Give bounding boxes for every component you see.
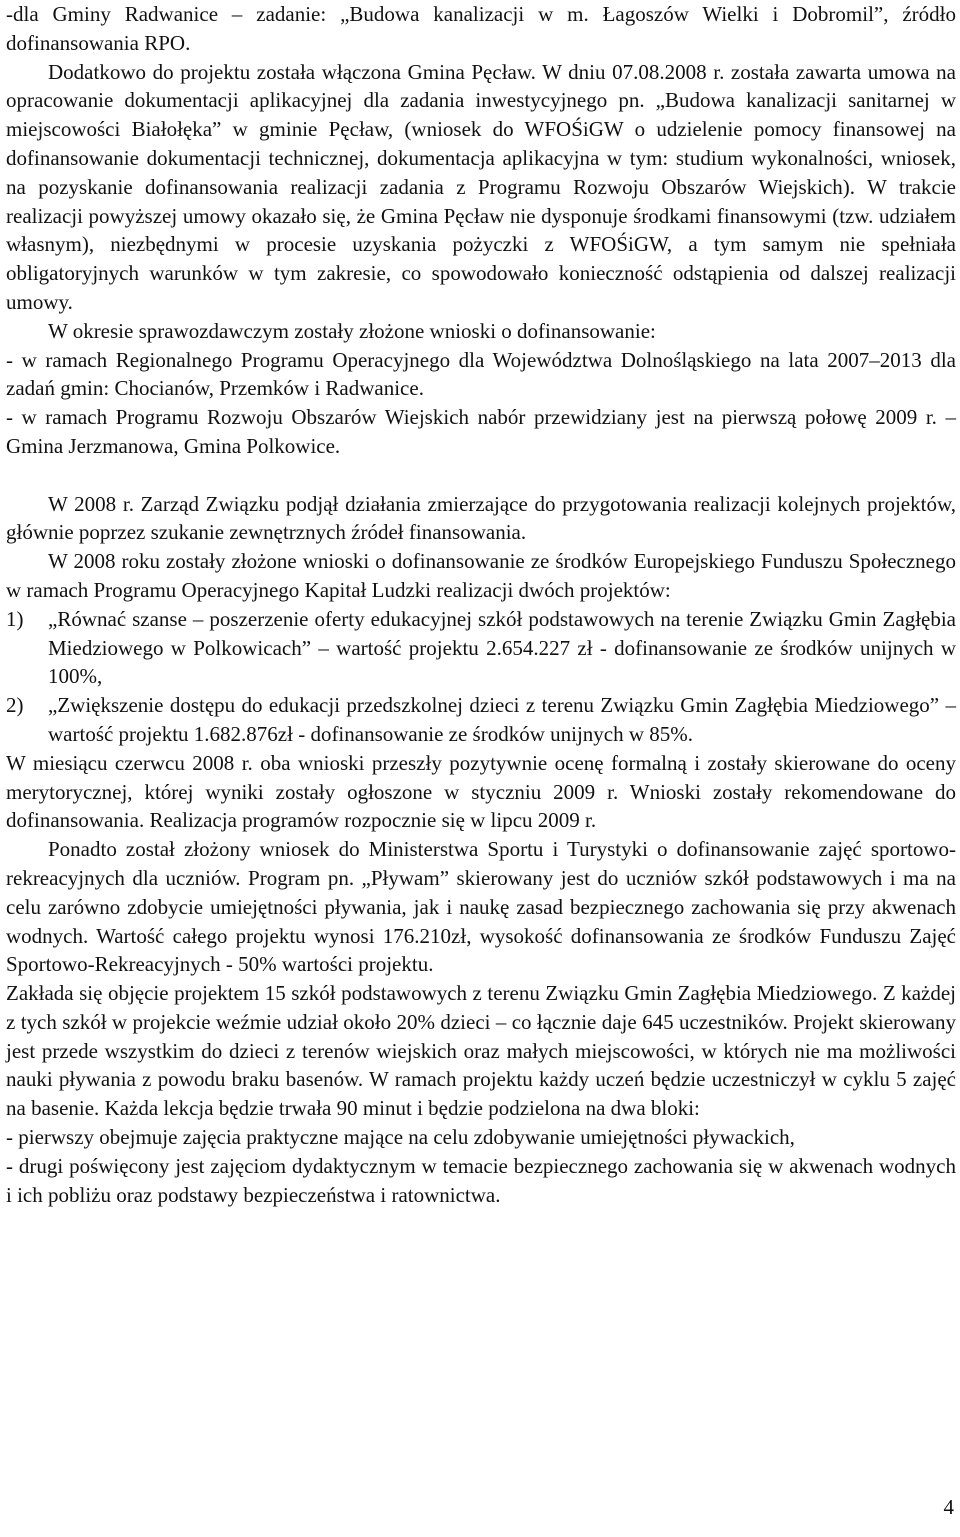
page-number: 4: [943, 1495, 954, 1519]
paragraph-block-first: - pierwszy obejmuje zajęcia praktyczne mające na celu zdobywanie umiejętności pływackich,: [6, 1125, 795, 1150]
paragraph-rpo-item: - w ramach Regionalnego Programu Operacyjnego dla Województwa Dolnośląskiego na lata 2007–2013 dla zadań gmin: Chocianów, Przemków i Radwanice.: [6, 347, 956, 401]
list-item: [6, 691, 956, 749]
list-item-number: 1): [6, 606, 24, 631]
paragraph-2008-board: W 2008 r. Zarząd Związku podjął działania zmierzające do przygotowania realizacji kolejnych projektów, głównie poprzez szukanie zewnętrznych źródeł finansowania.: [6, 491, 956, 545]
list-item-text: „Zwiększenie dostępu do edukacji przedszkolnej dzieci z terenu Związku Gmin Zagłębia Miedziowego” – wartość projektu 1.682.876zł - dofinansowanie ze środków unijnych w 85%.: [48, 693, 956, 746]
paragraph-applications-intro: W okresie sprawozdawczym zostały złożone wnioski o dofinansowanie:: [48, 318, 656, 343]
paragraph-plywam: Ponadto został złożony wniosek do Ministerstwa Sportu i Turystyki o dofinansowanie zajęć sportowo-rekreacyjnych dla uczniów. Program pn. „Pływam” skierowany jest do uczniów szkół podstawowych i ma na celu zarówno zdobycie umiejętności pływania, jak i naukę zasad bezpiecznego zachowania się przy akwenach wodnych. Wartość całego projektu wynosi 176.210zł, wysokość dofinansowania ze środków Funduszu Zajęć Sportowo-Rekreacyjnych - 50% wartości projektu.: [6, 837, 956, 977]
paragraph-evaluation: W miesiącu czerwcu 2008 r. oba wnioski przeszły pozytywnie ocenę formalną i zostały skierowane do oceny merytorycznej, której wyniki zostały ogłoszone w styczniu 2009 r. Wnioski zostały rekomendowane do dofinansowania. Realizacja programów rozpocznie się w lipcu 2009 r.: [6, 750, 956, 833]
paragraph-block-second: - drugi poświęcony jest zajęciom dydaktycznym w temacie bezpiecznego zachowania się w akwenach wodnych i ich pobliżu oraz podstawy bezpieczeństwa i ratownictwa.: [6, 1153, 956, 1207]
list-item-text: „Równać szanse – poszerzenie oferty edukacyjnej szkół podstawowych na terenie Związku Gmin Zagłębia Miedziowego w Polkowicach” – wartość projektu 2.654.227 zł - dofinansowanie ze środków unijnych w 100%,: [48, 606, 956, 689]
paragraph-peclaw: Dodatkowo do projektu została włączona Gmina Pęcław. W dniu 07.08.2008 r. została zawarta umowa na opracowanie dokumentacji aplikacyjnej dla zadania inwestycyjnego pn. „Budowa kanalizacji sanitarnej w miejscowości Białołęka” w gminie Pęcław, (wniosek do WFOŚiGW o udzielenie pomocy finansowej na dofinansowanie dokumentacji technicznej, dokumentacja aplikacyjna w tym: studium wykonalności, wniosek, na pozyskanie dofinansowania realizacji zadania z Programu Rozwoju Obszarów Wiejskich). W trakcie realizacji powyższej umowy okazało się, że Gmina Pęcław nie dysponuje środkami finansowymi (tzw. udziałem własnym), niezbędnymi w procesie uzyskania pożyczki z WFOŚiGW, a tym samym nie spełniała obligatoryjnych warunków w tym zakresie, co spowodowało konieczność odstąpienia od dalszej realizacji umowy.: [6, 59, 956, 314]
paragraph-efs: W 2008 roku zostały złożone wnioski o dofinansowanie ze środków Europejskiego Funduszu Społecznego w ramach Programu Operacyjnego Kapitał Ludzki realizacji dwóch projektów:: [6, 549, 956, 602]
paragraph-radwanice: -dla Gminy Radwanice – zadanie: „Budowa kanalizacji w m. Łagoszów Wielki i Dobromil”, źródło dofinansowania RPO.: [6, 2, 956, 55]
list-item: [6, 605, 956, 691]
paragraph-prow-item: - w ramach Programu Rozwoju Obszarów Wiejskich nabór przewidziany jest na pierwszą połowę 2009 r. – Gmina Jerzmanowa, Gmina Polkowice.: [6, 405, 956, 458]
paragraph-schools: Zakłada się objęcie projektem 15 szkół podstawowych z terenu Związku Gmin Zagłębia Miedziowego. Z każdej z tych szkół w projekcie weźmie udział około 20% dzieci – co łącznie daje 645 uczestników. Projekt skierowany jest przede wszystkim do dzieci z terenów wiejskich oraz małych miejscowości, w których nie ma możliwości nauki pływania z powodu braku basenów. W ramach projektu każdy uczeń będzie uczestniczył w cyklu 5 zajęć na basenie. Każda lekcja będzie trwała 90 minut i będzie podzielona na dwa bloki:: [6, 981, 956, 1121]
list-item-number: 2): [6, 693, 24, 718]
document-body: [6, 0, 956, 1209]
